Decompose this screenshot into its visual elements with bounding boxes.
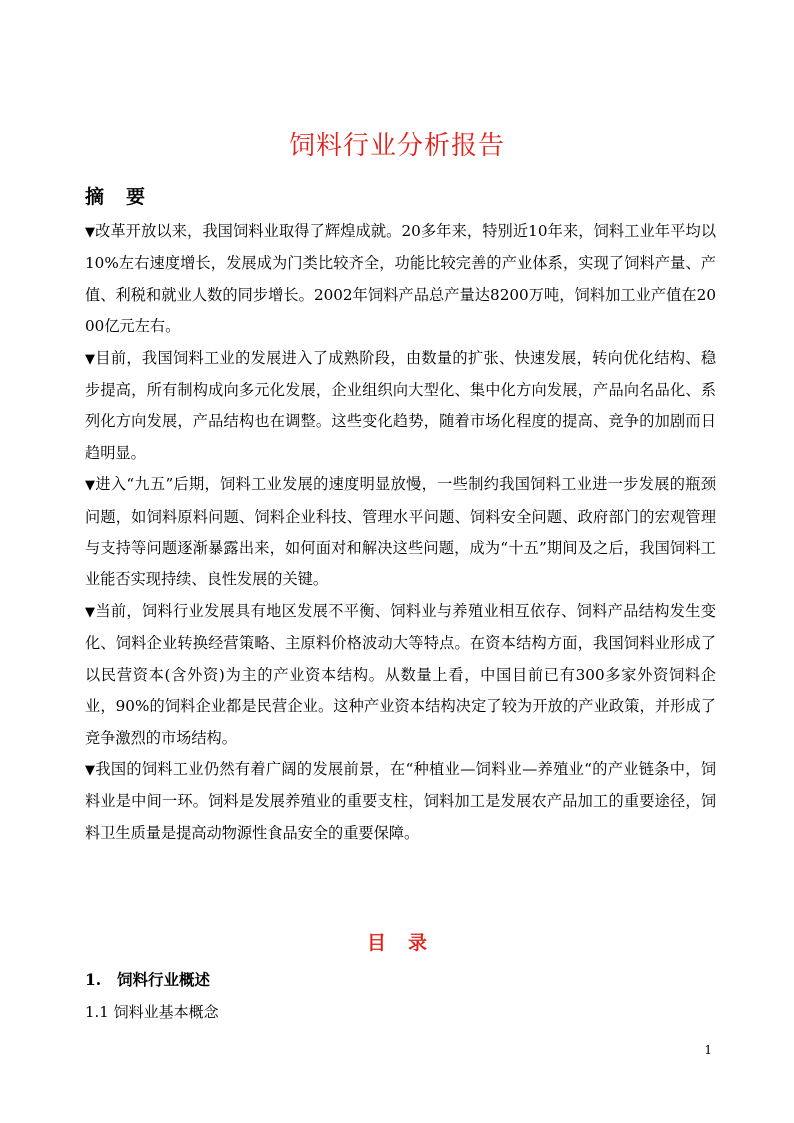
paragraph-text: 我国的饲料工业仍然有着广阔的发展前景，在“种植业—饲料业—养殖业“的产业链条中，饲料业是中间一环。饲料是发展养殖业的重要支柱，饲料加工是发展农产品加工的重要途径，饲料卫生质量是提高动物源性食品安全的重要保障。 (85, 759, 717, 842)
triangle-bullet-icon: ▼ (85, 351, 96, 367)
toc-heading-left: 目 (366, 932, 386, 954)
abstract-heading-right: 要 (126, 186, 146, 208)
triangle-bullet-icon: ▼ (85, 604, 96, 620)
triangle-bullet-icon: ▼ (85, 225, 96, 240)
toc-item-level2[interactable]: 1.1 饲料业基本概念 (85, 1003, 219, 1021)
document-title: 饲料行业分析报告 (288, 131, 505, 161)
toc-item-number: 1. (85, 970, 102, 989)
paragraph-text: 目前，我国饲料工业的发展进入了成熟阶段，由数量的扩张、快速发展，转向优化结构、稳步提高，所有制构成向多元化发展，企业组织向大型化、集中化方向发展，产品向名品化、系列化方向发展，产品结构也在调整。这些变化趋势，随着市场化程度的提高、竞争的加剧而日趋明显。 (85, 348, 717, 462)
abstract-heading-left: 摘 (85, 186, 105, 208)
abstract-heading (85, 182, 145, 212)
toc-heading-right: 录 (408, 932, 428, 954)
triangle-bullet-icon: ▼ (85, 762, 96, 778)
page-number: 1 (704, 1043, 712, 1057)
toc-heading (0, 928, 794, 958)
toc-item-level1[interactable] (85, 966, 210, 994)
abstract-paragraph (85, 754, 716, 849)
paragraph-text: 进入“九五”后期，饲料工业发展的速度明显放慢，一些制约我国饲料工业进一步发展的瓶颈问题，如饲料原料问题、饲料企业科技、管理水平问题、饲料安全问题、政府部门的宏观管理与支持等问题逐渐暴露出来，如何面对和解决这些问题，成为“十五”期间及之后，我国饲料工业能否实现持续、良性发展的关键。 (85, 475, 717, 589)
triangle-bullet-icon: ▼ (85, 478, 96, 494)
abstract-paragraph (85, 596, 716, 754)
abstract-paragraph (85, 216, 716, 343)
paragraph-text: 改革开放以来，我国饲料业取得了辉煌成就。20多年来，特别近10年来，饲料工业年平均以10%左右速度增长，发展成为门类比较齐全，功能比较完善的产业体系，实现了饲料产量、产值、利税和就业人数的同步增长。2002年饲料产品总产量达8200万吨，饲料加工业产值在2000亿元左右。 (85, 222, 717, 336)
abstract-paragraph (85, 469, 716, 596)
abstract-body (85, 216, 716, 849)
toc-item-label: 饲料行业概述 (117, 970, 211, 989)
abstract-paragraph (85, 343, 716, 470)
paragraph-text: 当前，饲料行业发展具有地区发展不平衡、饲料业与养殖业相互依存、饲料产品结构发生变化、饲料企业转换经营策略、主原料价格波动大等特点。在资本结构方面，我国饲料业形成了以民营资本(含外资)为主的产业资本结构。从数量上看，中国目前已有300多家外资饲料企业，90%的饲料企业都是民营企业。这种产业资本结构决定了较为开放的产业政策，并形成了竞争激烈的市场结构。 (85, 601, 717, 747)
